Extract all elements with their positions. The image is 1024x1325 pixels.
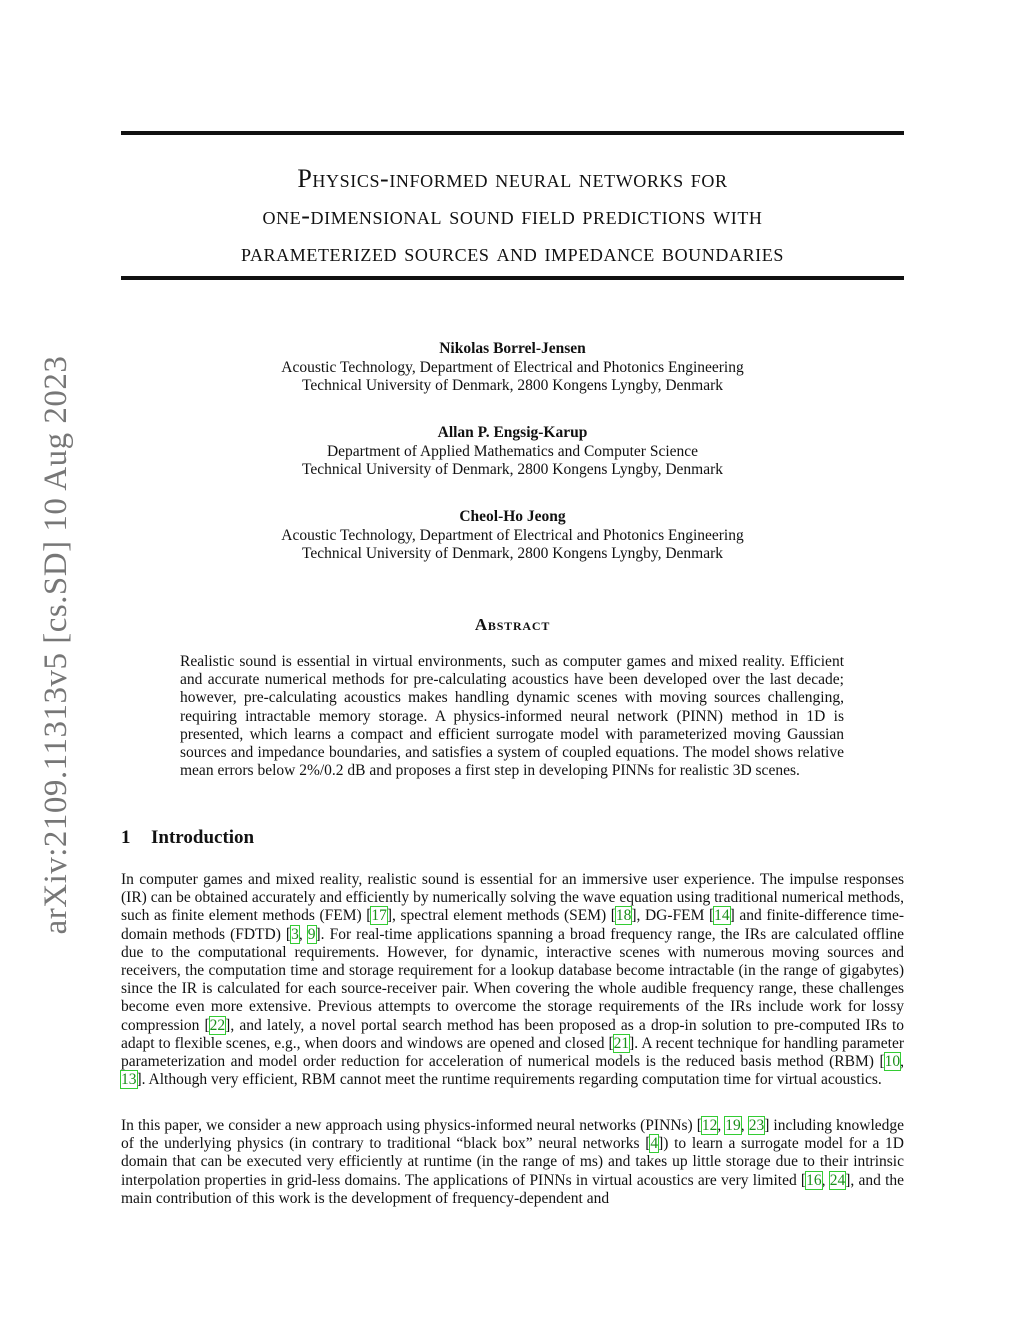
author-affiliation: Department of Applied Mathematics and Computer Science	[326, 442, 699, 460]
author-name: Allan P. Engsig-Karup	[437, 424, 588, 441]
para-text: ]. For real-time applications spanning a broad frequency range, the IRs are calculated offline due to the computational requirements. However, for dynamic, interactive scenes with numerous moving sources and receivers, the computation time and storage requirement for a lookup database become intractable (in the range of gigabytes) since the IR is calculated for each source-receiver pair. When covering the whole audible frequency range, these challenges become even more extensive. Previous attempts to overcome the storage requirements of the IRs include work for lossy compression [	[121, 925, 905, 1034]
section-heading-introduction	[121, 827, 254, 849]
citation-link[interactable]: 23	[748, 1117, 765, 1134]
title-top-rule	[121, 131, 904, 135]
para-text: In computer games and mixed reality, realistic sound is essential for an immersive user experience. The impulse responses (IR) can be obtained accurately and efficiently by numerically solving the wave equation using traditional numerical methods, such as finite element methods (FEM) [	[121, 871, 904, 925]
citation-link[interactable]: 3	[291, 925, 299, 943]
section-number: 1	[121, 827, 131, 848]
title-line-1: Physics-informed neural networks for	[297, 164, 728, 193]
citation-link[interactable]: 12	[701, 1117, 718, 1134]
author-block-3	[121, 508, 904, 564]
author-affiliation: Technical University of Denmark, 2800 Kongens Lyngby, Denmark	[301, 545, 724, 562]
citation-link[interactable]: 10	[884, 1053, 901, 1071]
citation-link[interactable]: 13	[121, 1071, 137, 1089]
title-bottom-rule	[121, 276, 904, 280]
abstract-text: Realistic sound is essential in virtual environments, such as computer games and mixed reality. Efficient and accurate numerical methods for pre-calculating acoustics have been developed over the last decade; however, pre-calculating acoustics makes handling dynamic scenes with moving sources challenging, requiring intractable memory storage. A physics-informed neural network (PINN) method in 1D is presented, which learns a compact and efficient surrogate model with parameterized moving Gaussian sources and impedance boundaries, and satisfies a system of coupled equations. The model shows relative mean errors below 2%/0.2 dB and proposes a first step in developing PINNs for realistic 3D scenes.	[180, 653, 844, 780]
citation-link[interactable]: 21	[613, 1034, 630, 1052]
abstract-heading: Abstract	[474, 615, 551, 634]
para-text: ]. Although very efficient, RBM cannot meet the runtime requirements regarding computation time for virtual acoustics.	[136, 1071, 882, 1089]
author-affiliation: Technical University of Denmark, 2800 Kongens Lyngby, Denmark	[301, 377, 724, 394]
author-name: Cheol-Ho Jeong	[459, 508, 566, 525]
author-block-2	[121, 424, 904, 480]
author-name: Nikolas Borrel-Jensen	[439, 340, 586, 357]
para-text: ], and the main contribution of this work is the development of frequency-dependent and	[121, 1171, 905, 1207]
para-text: ] including knowledge of the underlying physics (in contrary to traditional “black box” neural networks [	[121, 1117, 905, 1153]
intro-paragraph-1: In computer games and mixed reality, realistic sound is essential for an immersive user experience. The impulse responses (IR) can be obtained accurately and efficiently by numerically solving the wave equation using traditional numerical methods, such as finite element methods (FEM) [17], spectral element methods (SEM) [18], DG-FEM [14] and finite-difference time-domain methods (FDTD) [3, 9]. For real-time applications spanning a broad frequency range, the IRs are calculated offline due to the computational requirements. However, for dynamic, interactive scenes with numerous moving sources and receivers, the computation time and storage requirement for a lookup database become intractable (in the range of gigabytes) since the IR is calculated for each source-receiver pair. When covering the whole audible frequency range, these challenges become even more extensive. Previous attempts to overcome the storage requirements of the IRs include work for lossy compression [22], and lately, a novel portal search method has been proposed as a drop-in solution to pre-computed IRs to adapt to flexible scenes, e.g., when doors and windows are opened and closed [21]. A recent technique for handling parameter parameterization and model order reduction for acceleration of numerical models is the reduced basis method (RBM) [10, 13]. Although very efficient, RBM cannot meet the runtime requirements regarding computation time for virtual acoustics.	[121, 871, 905, 1089]
arxiv-sidebar-stamp: arXiv:2109.11313v5 [cs.SD] 10 Aug 2023	[38, 355, 74, 935]
citation-link[interactable]: 17	[371, 907, 387, 925]
para-text: ], and lately, a novel portal search method has been proposed as a drop-in solution to pre-computed IRs to adapt to flexible scenes, e.g., when doors and windows are opened and closed [	[121, 1016, 905, 1052]
author-affiliation: Acoustic Technology, Department of Electrical and Photonics Engineering	[281, 358, 744, 376]
para-text: In this paper, we consider a new approach using physics-informed neural networks (PINNs) [	[121, 1117, 702, 1134]
para-text: ]) to learn a surrogate model for a 1D domain that can be executed very efficiently at runtime (in the range of ms) and takes up little storage due to their intrinsic interpolation properties in grid-less domains. The applications of PINNs in virtual acoustics are very limited [	[121, 1135, 905, 1189]
para-text: ], spectral element methods (SEM) [	[386, 907, 616, 925]
title-line-3: parameterized sources and impedance boundaries	[241, 238, 784, 267]
citation-link[interactable]: 18	[615, 907, 632, 925]
citation-link[interactable]: 19	[725, 1117, 741, 1134]
paper-title	[121, 160, 904, 271]
author-block-1	[121, 340, 904, 396]
para-text: ] and finite-difference time-domain methods (FDTD) [	[121, 907, 905, 943]
citation-link[interactable]: 16	[806, 1171, 822, 1189]
author-affiliation: Technical University of Denmark, 2800 Kongens Lyngby, Denmark	[301, 461, 724, 478]
para-text: ]. A recent technique for handling parameter parameterization and model order reduction for acceleration of numerical models is the reduced basis method (RBM) [	[121, 1034, 904, 1071]
citation-link[interactable]: 24	[829, 1171, 846, 1189]
intro-paragraph-2: In this paper, we consider a new approach using physics-informed neural networks (PINNs) [12, 19, 23] including knowledge of the underlying physics (in contrary to traditional “black box” neural networks [4]) to learn a surrogate model for a 1D domain that can be executed very efficiently at runtime (in the range of ms) and takes up little storage due to their intrinsic interpolation properties in grid-less domains. The applications of PINNs in virtual acoustics are very limited [16, 24], and the main contribution of this work is the development of frequency-dependent and	[121, 1117, 905, 1207]
citation-link[interactable]: 22	[209, 1016, 226, 1034]
author-affiliation: Acoustic Technology, Department of Electrical and Photonics Engineering	[281, 526, 744, 544]
title-line-2: one-dimensional sound field predictions with	[262, 201, 763, 230]
citation-link[interactable]: 4	[650, 1135, 659, 1153]
citation-link[interactable]: 9	[307, 925, 316, 943]
para-text: ], DG-FEM [	[631, 907, 715, 925]
citation-link[interactable]: 14	[714, 907, 730, 925]
section-title: Introduction	[151, 827, 255, 848]
